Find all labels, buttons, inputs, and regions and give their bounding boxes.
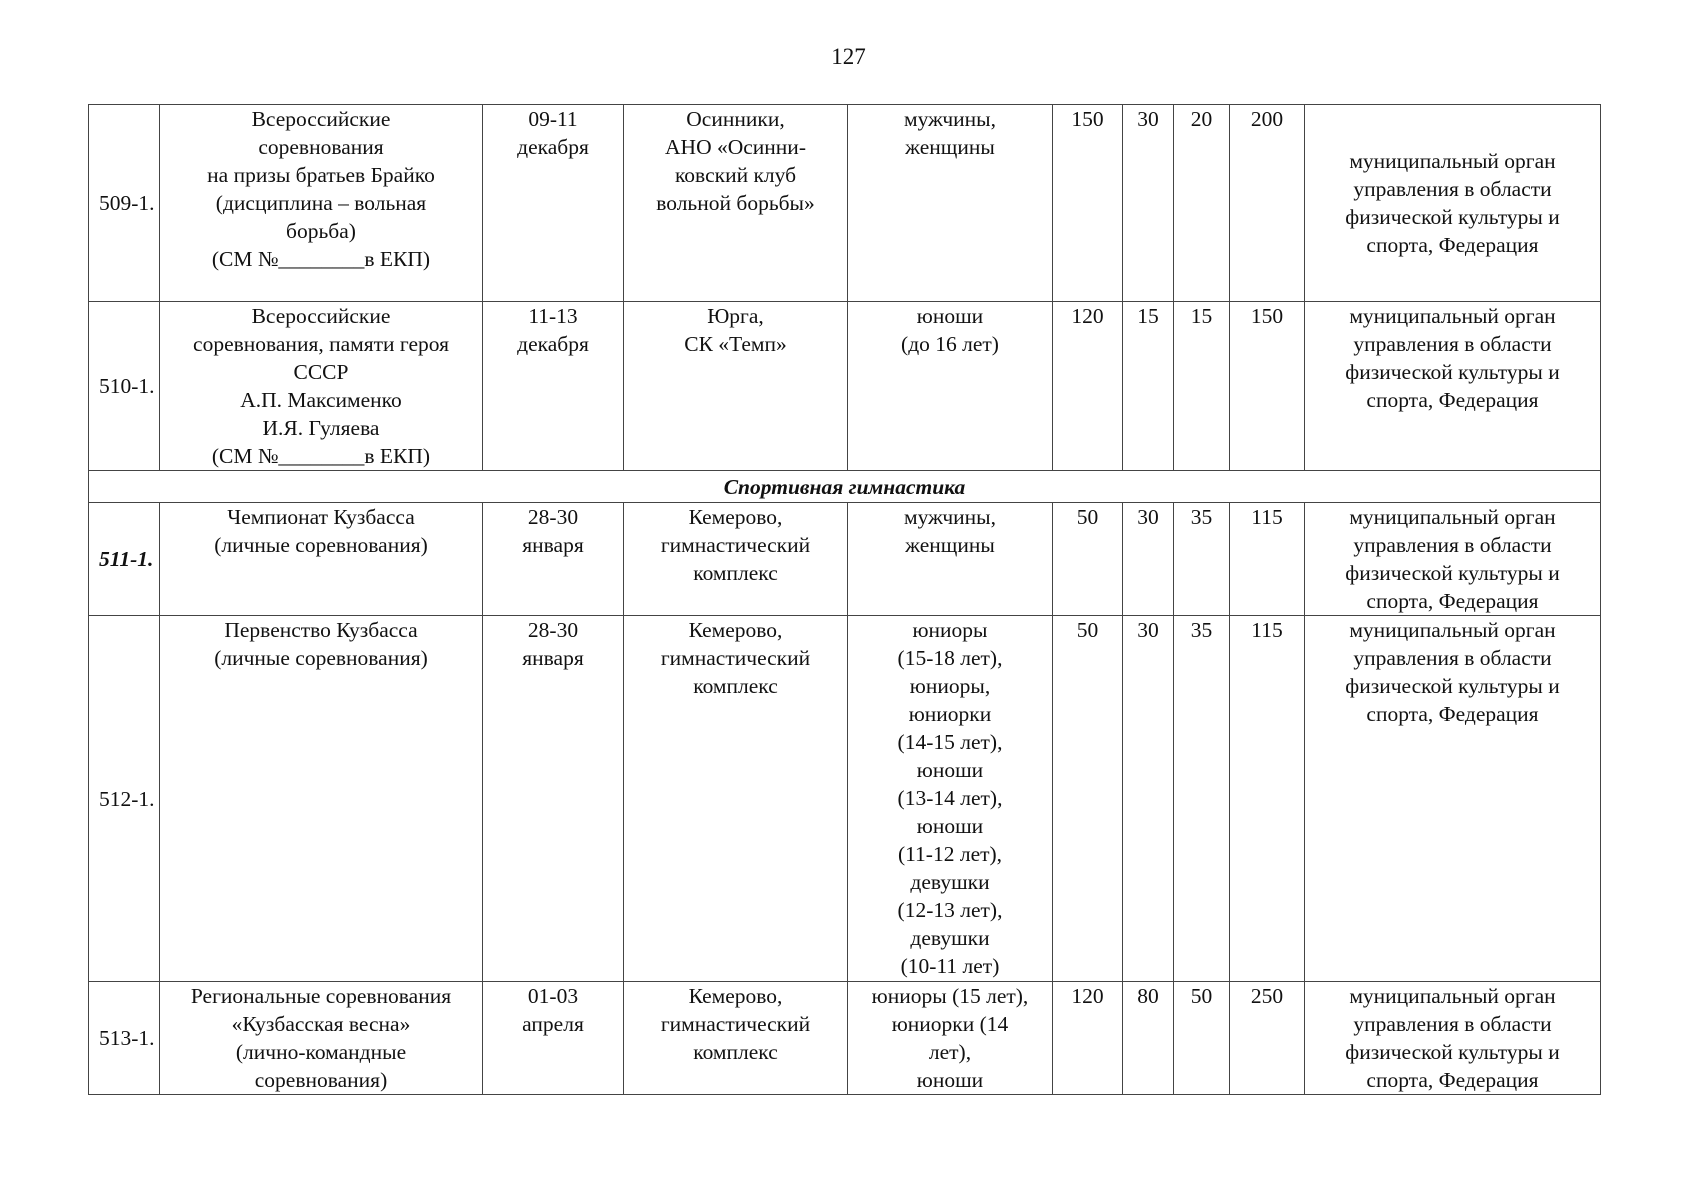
event-number: 512-1. [89, 616, 160, 982]
event-participants: юниоры (15 лет), юниорки (14 лет), юноши [848, 982, 1053, 1095]
event-value-1: 120 [1053, 982, 1123, 1095]
event-dates: 01-03 апреля [483, 982, 624, 1095]
event-organizer: муниципальный орган управления в области физической культуры и спорта, Федерация [1305, 105, 1601, 302]
event-value-total: 250 [1230, 982, 1305, 1095]
event-participants: юниоры (15-18 лет), юниоры, юниорки (14-15 лет), юноши (13-14 лет), юноши (11-12 лет), девушки (12-13 лет), девушки (10-11 лет) [848, 616, 1053, 982]
event-value-2: 30 [1123, 616, 1174, 982]
table-row [89, 982, 1601, 1095]
table-row [89, 503, 1601, 616]
event-value-1: 50 [1053, 616, 1123, 982]
event-value-1: 120 [1053, 302, 1123, 471]
event-value-total: 115 [1230, 503, 1305, 616]
event-value-1: 50 [1053, 503, 1123, 616]
table-row [89, 616, 1601, 982]
event-name: Всероссийские соревнования, памяти героя СССР А.П. Максименко И.Я. Гуляева (СМ №________в ЕКП) [160, 302, 483, 471]
event-value-1: 150 [1053, 105, 1123, 302]
event-venue: Кемерово, гимнастический комплекс [624, 503, 848, 616]
event-value-total: 150 [1230, 302, 1305, 471]
event-name: Первенство Кузбасса (личные соревнования) [160, 616, 483, 982]
event-name: Региональные соревнования «Кузбасская весна» (лично-командные соревнования) [160, 982, 483, 1095]
event-participants: юноши (до 16 лет) [848, 302, 1053, 471]
event-value-3: 35 [1174, 503, 1230, 616]
event-dates: 28-30 января [483, 503, 624, 616]
event-value-3: 50 [1174, 982, 1230, 1095]
event-value-3: 15 [1174, 302, 1230, 471]
event-dates: 11-13 декабря [483, 302, 624, 471]
event-number: 511-1. [89, 503, 160, 616]
event-dates: 28-30 января [483, 616, 624, 982]
event-venue: Осинники, АНО «Осинни- ковский клуб вольной борьбы» [624, 105, 848, 302]
event-name: Чемпионат Кузбасса (личные соревнования) [160, 503, 483, 616]
event-venue: Кемерово, гимнастический комплекс [624, 616, 848, 982]
event-venue: Кемерово, гимнастический комплекс [624, 982, 848, 1095]
table-row [89, 302, 1601, 471]
event-venue: Юрга, СК «Темп» [624, 302, 848, 471]
event-value-3: 20 [1174, 105, 1230, 302]
event-organizer: муниципальный орган управления в области физической культуры и спорта, Федерация [1305, 302, 1601, 471]
section-title: Спортивная гимнастика [89, 471, 1601, 503]
event-participants: мужчины, женщины [848, 105, 1053, 302]
event-value-2: 30 [1123, 105, 1174, 302]
event-value-3: 35 [1174, 616, 1230, 982]
event-organizer: муниципальный орган управления в области физической культуры и спорта, Федерация [1305, 616, 1601, 982]
event-value-2: 30 [1123, 503, 1174, 616]
page-number: 127 [831, 44, 866, 69]
event-dates: 09-11 декабря [483, 105, 624, 302]
event-participants: мужчины, женщины [848, 503, 1053, 616]
event-number: 510-1. [89, 302, 160, 471]
event-value-total: 200 [1230, 105, 1305, 302]
table-row [89, 105, 1601, 302]
event-organizer: муниципальный орган управления в области физической культуры и спорта, Федерация [1305, 982, 1601, 1095]
event-value-2: 80 [1123, 982, 1174, 1095]
events-table [88, 104, 1601, 1095]
event-organizer: муниципальный орган управления в области физической культуры и спорта, Федерация [1305, 503, 1601, 616]
event-value-2: 15 [1123, 302, 1174, 471]
event-value-total: 115 [1230, 616, 1305, 982]
event-name: Всероссийские соревнования на призы братьев Брайко (дисциплина – вольная борьба) (СМ №________в ЕКП) [160, 105, 483, 302]
event-number: 513-1. [89, 982, 160, 1095]
section-header-row [89, 471, 1601, 503]
event-number: 509-1. [89, 105, 160, 302]
